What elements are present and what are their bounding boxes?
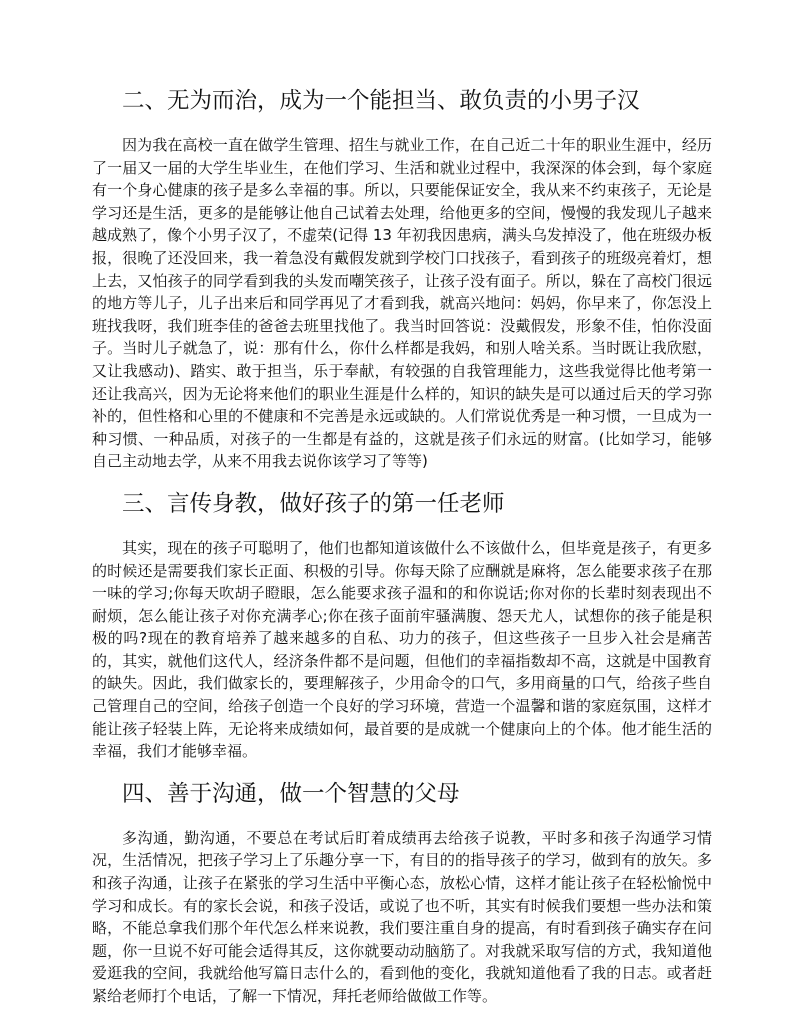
section-paragraph-2: 因为我在高校一直在做学生管理、招生与就业工作，在自己近二十年的职业生涯中，经历了一届又一届的大学生毕业生，在他们学习、生活和就业过程中，我深深的体会到，每个家庭有一个身心健康的孩子是多么幸福的事。所以，只要能保证安全，我从来不约束孩子，无论是学习还是生活，更多的是能够让他自己试着去处理，给他更多的空间，慢慢的我发现儿子越来越成熟了，像个小男子汉了，不虚荣(记得 13 年初我因患病，满头乌发掉没了，他在班级办板报，很晚了还没回来，我一着急没有戴假发就到学校门口找孩子，看到孩子的班级亮着灯，想上去，又怕孩子的同学看到我的头发而嘲笑孩子，让孩子没有面子。所以，躲在了高校门很远的地方等儿子，儿子出来后和同学再见了才看到我，就高兴地问：妈妈，你早来了，你怎没上班找我呀，我们班李佳的爸爸去班里找他了。我当时回答说：没戴假发，形象不佳，怕你没面子。当时儿子就急了，说：那有什么，你什么样都是我妈，和别人啥关系。当时既让我欣慰，又让我感动)、踏实、敢于担当，乐于奉献，有较强的自我管理能力，这些我觉得比他考第一还让我高兴，因为无论将来他们的职业生涯是什么样的，知识的缺失是可以通过后天的学习弥补的，但性格和心里的不健康和不完善是永远或缺的。人们常说优秀是一种习惯，一旦成为一种习惯、一种品质，对孩子的一生都是有益的，这就是孩子们永远的财富。(比如学习，能够自己主动地去学，从来不用我去说你该学习了等等) (92, 136, 712, 471)
section-heading-4: 四、善于沟通，做一个智慧的父母 (122, 780, 460, 807)
section-paragraph-4: 多沟通，勤沟通，不要总在考试后盯着成绩再去给孩子说教，平时多和孩子沟通学习情况，生活情况，把孩子学习上了乐趣分享一下，有目的的指导孩子的学习，做到有的放矢。多和孩子沟通，让孩子在紧张的学习生活中平衡心态，放松心情，这样才能让孩子在轻松愉悦中学习和成长。有的家长会说，和孩子没话，或说了也不听，其实有时候我们要想一些办法和策略，不能总拿我们那个年代怎么样来说教，我们要注重自身的提高，有时看到孩子确实存在问题，你一旦说不好可能会适得其反，这你就要动动脑筋了。对我就采取写信的方式，我知道他爱逛我的空间，我就给他写篇日志什么的，看到他的变化，我就知道他看了我的日志。或者赶紧给老师打个电话，了解一下情况，拜托老师给做做工作等。 (92, 828, 712, 1005)
section-heading-3: 三、言传身教，做好孩子的第一任老师 (122, 490, 505, 517)
section-paragraph-3: 其实，现在的孩子可聪明了，他们也都知道该做什么不该做什么，但毕竟是孩子，有更多的时候还是需要我们家长正面、积极的引导。你每天除了应酬就是麻将，怎么能要求孩子在那一味的学习;你每天吹胡子瞪眼，怎么能要求孩子温和的和你说话;你对你的长辈时刻表现出不耐烦，怎么能让孩子对你充满孝心;你在孩子面前牢骚满腹、怨天尤人，试想你的孩子能是积极的吗?现在的教育培养了越来越多的自私、功力的孩子，但这些孩子一旦步入社会是痛苦的，其实，就他们这代人，经济条件都不是问题，但他们的幸福指数却不高，这就是中国教育的缺失。因此，我们做家长的，要理解孩子，少用命令的口气，多用商量的口气，给孩子些自己管理自己的空间，给孩子创造一个良好的学习环境，营造一个温馨和谐的家庭氛围，这样才能让孩子轻装上阵，无论将来成绩如何，最首要的是成就一个健康向上的个体。他才能生活的幸福，我们才能够幸福。 (92, 538, 712, 761)
section-heading-2: 二、无为而治，成为一个能担当、敢负责的小男子汉 (122, 88, 640, 114)
document-page (92, 88, 712, 1008)
